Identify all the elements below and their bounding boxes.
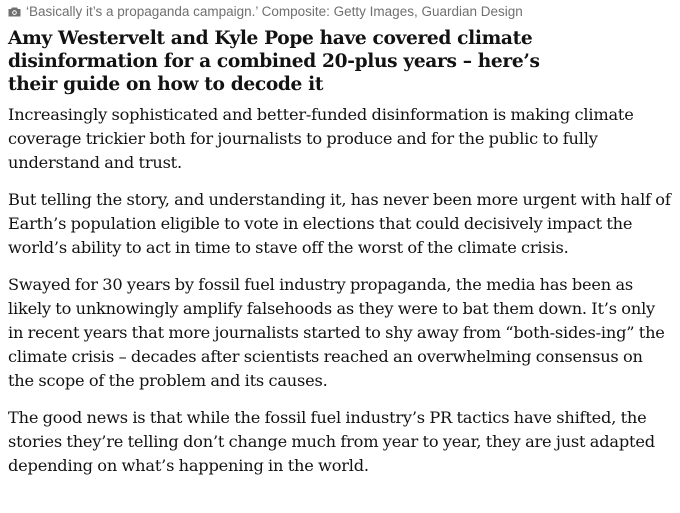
image-caption [8, 3, 672, 21]
article [8, 0, 672, 478]
paragraph-3: Swayed for 30 years by fossil fuel industry propaganda, the media has been as likely to unknowingly amplify falsehoods as they were to bat them down. It’s only in recent years that more journalists started to shy away from “both-sides-ing” the climate crisis – decades after scientists reached an overwhelming consensus on the scope of the problem and its causes. [8, 275, 665, 390]
paragraph-4: The good news is that while the fossil fuel industry’s PR tactics have shifted, the stories they’re telling don’t change much from year to year, they are just adapted depending on what’s happening in the world. [8, 408, 655, 475]
article-body [8, 103, 672, 478]
paragraph-2: But telling the story, and understanding it, has never been more urgent with half of Earth’s population eligible to vote in elections that could decisively impact the world’s ability to act in time to stave off the worst of the climate crisis. [8, 190, 671, 257]
camera-icon [8, 7, 21, 17]
article-headline: Amy Westervelt and Kyle Pope have covered climate disinformation for a combined 20-plus years – here’s their guide on how to decode it [8, 28, 540, 95]
paragraph-1: Increasingly sophisticated and better-funded disinformation is making climate coverage trickier both for journalists to produce and for the public to fully understand and trust. [8, 105, 634, 172]
caption-text: ‘Basically it’s a propaganda campaign.’ Composite: Getty Images, Guardian Design [26, 4, 523, 19]
